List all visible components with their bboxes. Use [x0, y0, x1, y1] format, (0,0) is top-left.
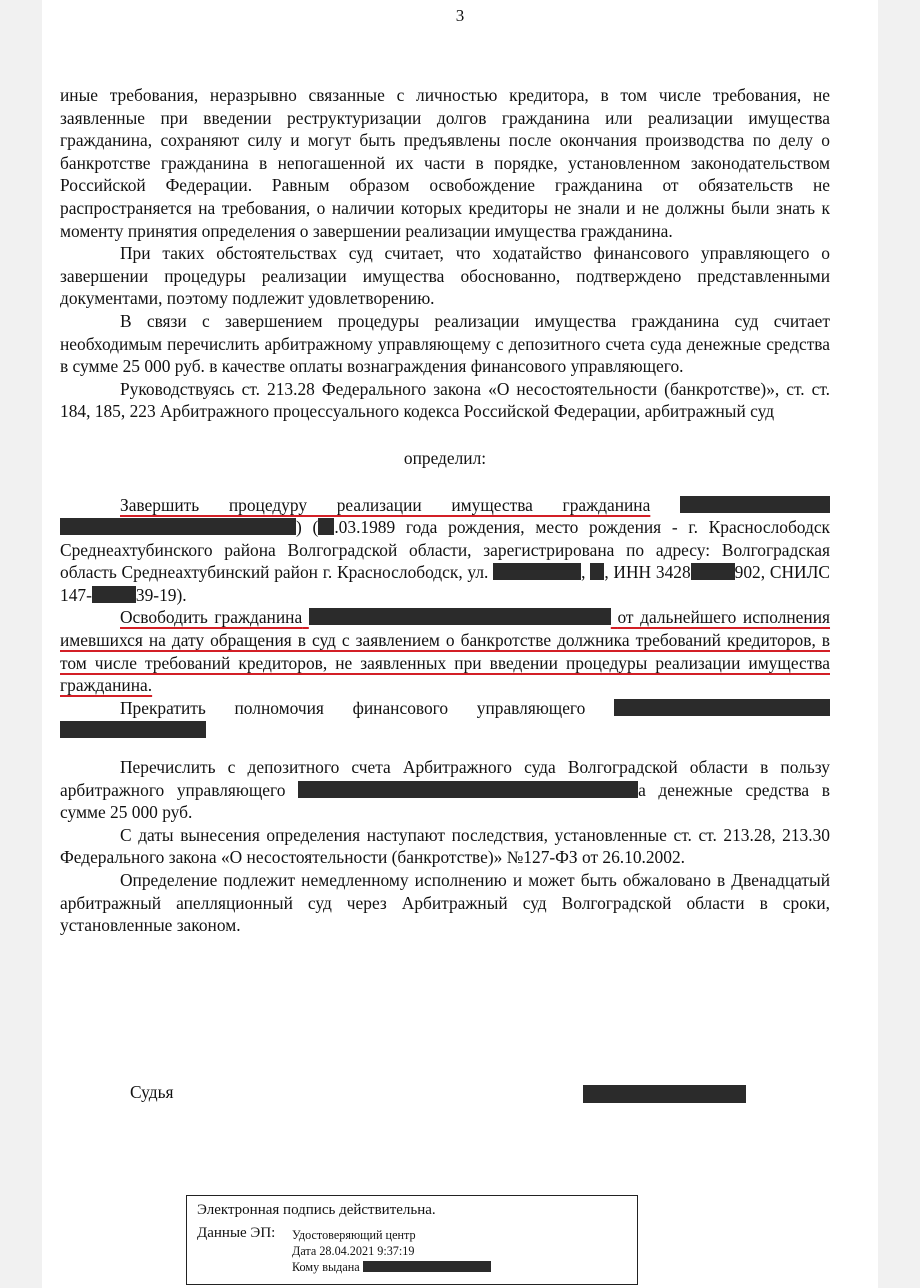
redacted-manager-name [614, 699, 830, 716]
esign-details [292, 1227, 491, 1275]
redacted-name-continued [60, 518, 296, 535]
ruling-terminate-powers [60, 697, 830, 742]
redacted-judge-name [583, 1085, 746, 1103]
ruling-release-text: от дальнейшего исполнения имевшихся на дату обращения в суд с заявлением о банкротстве должника требований кредиторов, в том числе требований кредиторов, не заявленных при введении процедуры реализации имущества гражданина. [60, 607, 831, 696]
ruling-transfer-text: Перечислить с депозитного счета Арбитражного суда Волгоградской области в пользу арбитражного управляющего [60, 757, 830, 800]
ruling-terminate-text: Прекратить полномочия финансового управляющего [120, 697, 586, 718]
paragraph-guided-by: Руководствуясь ст. 213.28 Федерального закона «О несостоятельности (банкротстве)», ст. ст. 184, 185, 223 Арбитражного процессуального кодекса Российской Федерации, арбитражный суд [60, 378, 830, 422]
paragraph-requirements: иные требования, неразрывно связанные с личностью кредитора, в том числе требования, не заявленные при введении реструктуризации долгов гражданина или реализации имущества гражданина, сохраняют силу и могут быть предъявлены после окончания производства по делу о банкротстве гражданина в непогашенной их части в порядке, установленном законодательством Российской Федерации. Равным образом освобождение гражданина от обязательств не распространяется на требования, о наличии которых кредиторы не знали и не должны были знать к моменту принятия определения о завершении реализации имущества гражданина. [60, 85, 830, 241]
ruling-complete-lead: Завершить процедуру реализации имущества гражданина [120, 494, 651, 515]
redacted-street [493, 563, 581, 580]
esign-center: Удостоверяющий центр [292, 1228, 416, 1242]
ruling-text-fragment: 902, СНИЛС 147- [60, 562, 830, 605]
esign-issued-row [292, 1259, 491, 1275]
document-body [60, 84, 830, 937]
verdict-heading: определил: [403, 447, 487, 468]
ruling-consequences: С даты вынесения определения наступают последствия, установленные ст. ст. 213.28, 213.30 Федерального закона «О несостоятельности (банкротстве)» №127-ФЗ от 26.10.2002. [60, 824, 830, 868]
ruling-transfer-text: а денежные средства в сумме 25 000 руб. [60, 779, 830, 823]
redacted-manager-name-continued [60, 721, 206, 738]
redacted-birth-day [318, 518, 334, 535]
esign-title: Электронная подпись действительна. [197, 1202, 436, 1218]
ruling-text-fragment: , ИНН 3428 [604, 562, 691, 583]
esign-label: Данные ЭП: [197, 1225, 276, 1241]
ruling-release-lead: Освободить гражданина [120, 607, 303, 628]
ruling-text-fragment: .03.1989 года рождения, место рождения - г. Краснослободск Среднеахтубинского района Волгоградской области, зарегистрирована по адресу: Волгоградская область Среднеахтубинский район г. Краснослободск, ул. [60, 517, 831, 583]
paragraph-court-considers: При таких обстоятельствах суд считает, что ходатайство финансового управляющего о завершении процедуры реализации имущества обоснованно, подтверждено представленными документами, поэтому подлежит удовлетворению. [60, 243, 830, 309]
redacted-signer [363, 1261, 491, 1272]
redacted-inn [691, 563, 735, 580]
redacted-snils [92, 586, 136, 603]
document-page [42, 0, 878, 1288]
electronic-signature-box [186, 1195, 638, 1285]
paragraph-transfer-funds: В связи с завершением процедуры реализации имущества гражданина суд считает необходимым перечислить арбитражному управляющему с депозитного счета суда денежные средства в сумме 25 000 руб. в качестве оплаты вознаграждения финансового управляющего. [60, 310, 830, 377]
ruling-text-fragment: 39-19). [135, 584, 187, 605]
judge-label: Судья [130, 1082, 174, 1102]
redacted-manager-name [298, 781, 638, 798]
ruling-appeal: Определение подлежит немедленному исполнению и может быть обжаловано в Двенадцатый арбитражный апелляционный суд через Арбитражный суд Волгоградской области в сроки, установленные законом. [60, 870, 830, 936]
esign-date: Дата 28.04.2021 9:37:19 [292, 1244, 415, 1258]
redacted-house [590, 563, 604, 580]
esign-issued: Кому выдана [292, 1260, 360, 1274]
ruling-release-citizen [60, 606, 830, 696]
ruling-text-fragment: ) ( [296, 517, 319, 538]
ruling-complete-procedure [60, 494, 830, 607]
ruling-text-fragment: , [581, 562, 586, 583]
redacted-name [309, 608, 611, 625]
page-number: 3 [455, 6, 465, 25]
ruling-transfer-deposit [60, 756, 830, 824]
redacted-name [680, 496, 830, 513]
